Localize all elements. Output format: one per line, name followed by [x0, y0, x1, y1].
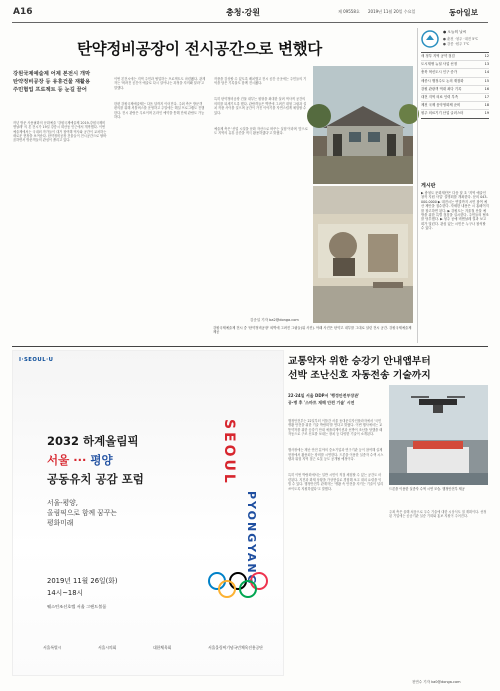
- ad-subtitle-line: 평화미래: [47, 519, 74, 527]
- article1-col3: [214, 68, 309, 320]
- olympic-forum-ad: [12, 350, 284, 676]
- subhead-line: 주민협업 프로젝트 등 눈길 끌어: [13, 87, 87, 93]
- article1-paragraph: 이번 본전시에는 지역 주민과 협업하는 프로젝트도 마련됐다. 관계자는 '버려진 공간이 예술로 다시 살아나는 과정을 지켜봐 달라'고 말했다.: [114, 76, 206, 90]
- index-row-page: 13: [484, 62, 489, 67]
- ad-vertical-seoul: SEOUL: [221, 419, 237, 486]
- ad-arrow-text: ···: [73, 453, 87, 467]
- index-row[interactable]: [421, 86, 489, 94]
- ad-title-line3: 공동유치 공감 포럼: [47, 472, 144, 486]
- drone-photo: [389, 385, 488, 485]
- article2-photo-caption: 드론을 이용한 실종자 수색 시연 모습. 행정안전부 제공: [389, 487, 465, 491]
- building-photo: [313, 66, 413, 184]
- sponsor-logo: 서울올림픽기념국민체육진흥공단: [207, 645, 263, 650]
- index-row-label: 도시재생 뉴딜 사업 선정: [421, 62, 457, 67]
- section-rule: [12, 346, 488, 347]
- index-row-label: 새 정부 지역 공약 점검: [421, 54, 455, 58]
- ad-sponsors: [43, 645, 263, 651]
- index-row-label: 원주 의료기기 산업 클러스터: [421, 111, 464, 116]
- weather-title: ● 오늘의 날씨: [443, 30, 467, 34]
- article2-paragraph: 특히 이번 박람회에서는 일반 시민이 직접 체험할 수 있는 공간도 마련된다. 지진과 화재 상황을 가상현실로 경험해 보고 대피 요령을 익힐 수 있다. 행정안전부 관계자는 '생활 속 안전을 지키는 기술이 널리 쓰이도록 지원하겠다'고 말했다.: [288, 473, 385, 491]
- article1-paragraph: 특히 탄약정비공장 건물 내부는 원형을 최대한 살려 역사적 공간의 의미를 되새기도록 했다. 관람객들은 벽면에 그려진 대형 그림과 설치 작품 사이를 걸으며 공간이 가진 이야기를 자연스럽게 체험할 수 있다.: [214, 97, 308, 115]
- ad-pyongyang-text: 평양: [90, 453, 113, 467]
- sidebar: [421, 28, 489, 344]
- index-row-page: 17: [484, 95, 489, 100]
- notices-body: ▶ 충청도 문화재단은 다음 달 초 '지역 예술인 창작 지원 사업' 설명회를 개최한다. 문의 043-000-0000 ▶ 대전시는 연말까지 시민 참여 예산 제안을 접수한다. 자세한 내용은 시 홈페이지를 참고하면 된다. ▶ 강원도는 겨울철 산불 예방을 위한 특별 점검을 실시한다. 주민들의 협조를 당부했다. ▶ 청주 공예 비엔날레 결과 보고회가 열린다. 관심 있는 시민은 누구나 참석할 수 있다.: [421, 191, 489, 231]
- article2-headline-line: 교통약자 위한 승강기 안내앱부터: [288, 356, 431, 367]
- article2-paragraph: 행정안전부는 22일부터 이틀간 서울 동대문디자인플라자에서 '국민 생활 안전을 위한 기술 박람회'를 연다고 밝혔다. 이번 행사에서는 교통약자를 위한 승강기 안내 애플리케이션과 선박이 조난을 당했을 때 자동으로 구조 신호를 보내는 장치 등 다양한 기술이 소개된다.: [288, 418, 384, 437]
- index-row-label: 충북 혁신도시 인구 증가: [421, 70, 457, 75]
- article2-subhead: 22·24일 서울 DDP서 '행정안전부장관': [288, 393, 360, 398]
- subhead-line: 탄약정비공장 등 유휴건물 재활용: [13, 79, 91, 85]
- index-row-label: 대전 지역 의료 인력 부족: [421, 95, 459, 100]
- article2-photo: [389, 385, 488, 485]
- ad-brand-logo: I·SEOUL·U: [19, 357, 54, 363]
- masthead-rule: [12, 22, 488, 23]
- article2-col2: 주최 측은 올해 처음으로 우수 기술에 대한 시상식도 열 계획이다. 선정된 기업에는 공공기관 실증 기회와 홍보 지원이 주어진다.: [389, 510, 487, 519]
- ad-seoul-text: 서울: [47, 453, 70, 467]
- index-row[interactable]: [421, 94, 489, 102]
- ad-venue: 웨스틴조선호텔 서울 그랜드볼룸: [47, 604, 107, 609]
- index-table: [421, 52, 489, 119]
- article2-headline: [288, 355, 488, 383]
- page-number: A16: [13, 7, 33, 17]
- index-row[interactable]: [421, 102, 489, 110]
- article1-subheads: [13, 70, 113, 94]
- index-row-label: 강원 관광객 역대 최다 기록: [421, 86, 462, 91]
- index-row-page: 12: [484, 54, 489, 58]
- issue-number: 제 09558호: [338, 9, 360, 14]
- section-title: 충청·강원: [226, 8, 260, 17]
- index-row-page: 18: [484, 103, 489, 108]
- olympic-rings-icon: [207, 571, 269, 599]
- index-row[interactable]: [421, 61, 489, 69]
- article2-subheads: [288, 392, 398, 406]
- index-row-label: 세종시 행정수도 논의 재점화: [421, 78, 464, 83]
- index-row[interactable]: [421, 110, 489, 118]
- article2-col1: [288, 410, 384, 672]
- ad-title-line2: [47, 452, 113, 468]
- column-divider: [417, 28, 418, 343]
- paper-name: 동아일보: [449, 8, 478, 17]
- ad-time: 14시~18시: [47, 589, 84, 597]
- sidebar-logo-icon: [421, 30, 439, 48]
- index-row-page: 14: [484, 70, 489, 75]
- mural-photo: [313, 186, 413, 323]
- issue-date: 2019년 11월 20일 수요일: [368, 9, 416, 14]
- ad-date: 2019년 11월 26일(화): [47, 577, 118, 585]
- ad-subtitle-line: 서울-평양,: [47, 499, 78, 507]
- article1-paragraph: 작품을 감상할 수 있도록 배치했고 전시 공간 곳곳에는 주민들의 기억을 담은 기록물도 함께 전시됐다.: [214, 76, 307, 86]
- weather-row: ● 강릉 ·원주 7℃: [443, 42, 470, 46]
- article1-col2: [114, 68, 206, 326]
- article2-subhead: 공·병 후 '스마트 재해 안전 기술' 시연: [288, 400, 355, 405]
- subhead-line: 강원국제예술제 어제 본전시 개막: [13, 71, 91, 77]
- sponsor-logo: 대한체육회: [152, 645, 172, 650]
- index-row[interactable]: [421, 78, 489, 86]
- sponsor-logo: 서울시의회: [97, 645, 117, 650]
- index-row[interactable]: [421, 69, 489, 77]
- index-row-page: 15: [484, 78, 489, 83]
- index-row[interactable]: [421, 53, 489, 61]
- article2-paragraph: 행사장에는 재난 안전 분야의 중소기업과 연구기관 등이 참여해 실제 현장에서 활용되는 장비를 시연한다. 드론을 이용한 실종자 수색 시스템과 위험 지역 접근 로봇 등도 공개될 예정이다.: [288, 448, 384, 462]
- article1-photo-bottom: [313, 186, 413, 323]
- article1-col1: [13, 112, 107, 326]
- article1-paragraph: 작년 방문 사용필화의 문화예술 '강원국제예술제 2019-강원국제비엔날레' 의 본 전시가 19일 강릉시 회산동 인근에서 개막했다. 이번 예술제에서는 국내외 작가들이 대거 참여해 역사와 공간이 교차하는 새로운 현장을 보여준다. 탄약정비공장 건물들이 전시공간으로 탈바꿈하면서 방문객들의 관심이 쏠리고 있다.: [13, 120, 108, 143]
- article2-headline-line: 선박 조난신호 자동전송 기술까지: [288, 370, 431, 381]
- index-row-page: 16: [484, 86, 489, 91]
- ad-subtitle-line: 올림픽으로 함께 꿈꾸는: [47, 509, 117, 517]
- weather-row: ● 춘천 ·청주 ·대전 5℃: [443, 37, 479, 41]
- ad-subtitle: [47, 498, 117, 528]
- ad-title-line1: 2032 하계올림픽: [47, 434, 139, 448]
- article1-paragraph: 예술제 측은 '산업 시설을 문화 자산으로 바꾸는 실험'이라며 '앞으로도 지역의 유휴 공간을 적극 활용하겠다'고 밝혔다.: [214, 126, 308, 136]
- notices-title: 게시판: [421, 183, 436, 189]
- sponsor-logo: 서울특별시: [43, 645, 62, 650]
- article1-byline: 김준일 기자 ba2@donga.com: [250, 318, 299, 322]
- ad-vertical-pyongyang: PYONGYANG: [245, 491, 258, 586]
- photo-caption: 강원국제예술제 전시 중 '탄약정비공장' 외벽에 그려진 그림들(위 사진). 아래 사진은 탄약고 내부를 그대로 살린 전시 공간. 강원국제예술제 제공: [213, 326, 413, 335]
- index-row-page: 19: [484, 111, 489, 116]
- article2-byline: 천연수 기자 ka0@donga.com: [412, 680, 461, 684]
- article1-headline: 탄약정비공장이 전시공간으로 변했다: [77, 40, 322, 58]
- index-row-label: 제천 국제 음악영화제 준비: [421, 103, 461, 108]
- article1-paragraph: 한편 강원국제예술제는 다음 달까지 이어진다. 주최 측은 방문객 편의를 위해 셔틀버스를 운영하고 주말에는 해설 프로그램도 진행한다. 전시 관람은 무료이며 온라인 예약을 통해 단체 관람도 가능하다.: [114, 101, 205, 120]
- article1-photo-top: [313, 66, 413, 184]
